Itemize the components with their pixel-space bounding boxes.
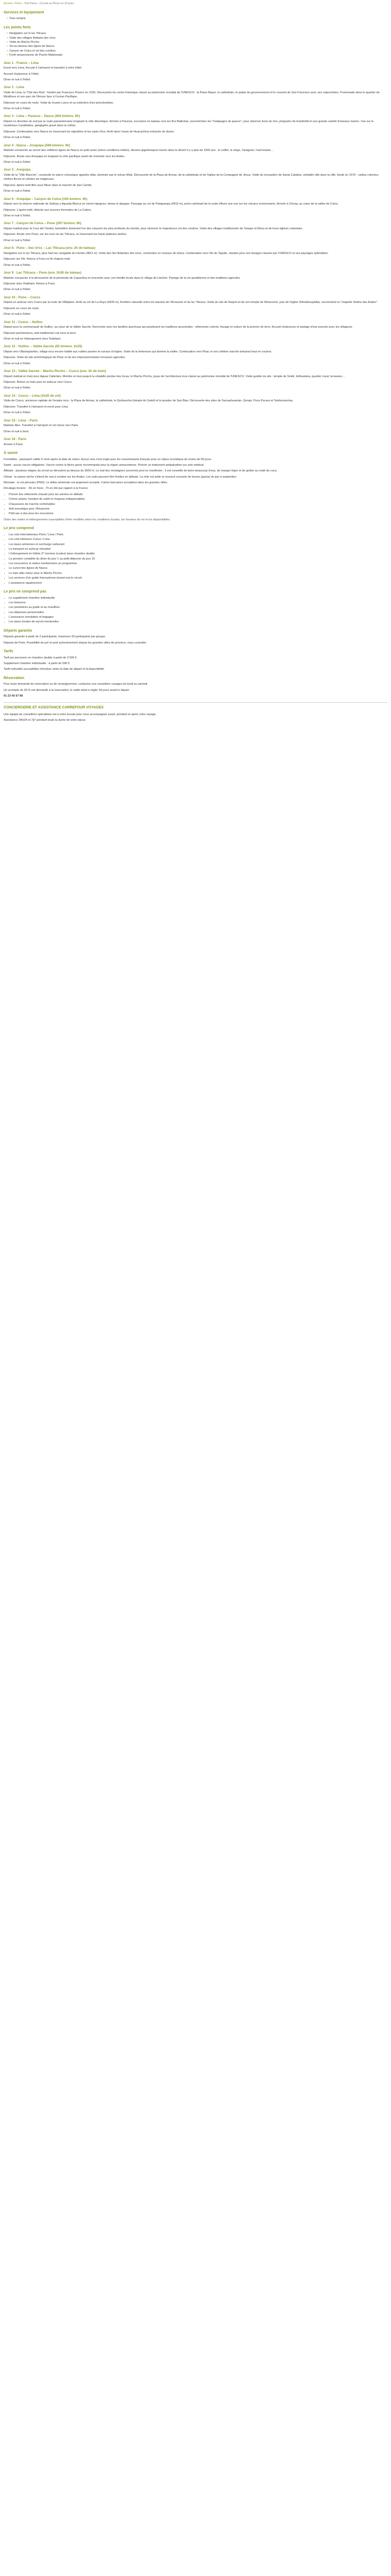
day-text: Dîner et nuit à l'hôtel. (4, 78, 31, 81)
highlight-item: • Navigation sur le lac Titicaca (4, 31, 387, 36)
day-block (4, 85, 387, 111)
day-text: Déjeuner. Route vers Puno, sur les rives du lac Titicaca, en traversant les hauts plateaux andins. (4, 233, 127, 236)
included-full-item: • Le survol des lignes de Nazca (9, 566, 387, 570)
day-block (4, 394, 387, 415)
day-text: Dîner et nuit à l'hôtel. (4, 214, 31, 217)
departure-text: Départs garantis à partir de 2 participants, maximum 20 participants par groupe. (4, 635, 106, 639)
day-title: Jour 7 : Canyon de Colca – Puno (297 km/env. 6h) (4, 222, 82, 226)
included-full-item: • Le train aller-retour pour le Machu Picchu (9, 571, 387, 575)
booking-phone[interactable]: 01 23 45 67 89 (4, 694, 23, 698)
included-full-item: • L'hébergement en hôtels 3* (normes locales) base chambre double (9, 552, 387, 556)
prices-text: Supplément chambre individuelle : à partir de 590 €. (4, 662, 71, 666)
day-text: Dîner et nuit à l'hôtel. (4, 288, 31, 292)
excluded-title: Le prix ne comprend pas (4, 590, 46, 594)
info-bullet: • Petit sac à dos pour les excursions (9, 512, 387, 516)
info-bullet: • Crème solaire, lunettes de soleil et chapeau indispensables (9, 497, 387, 501)
day-text: Dîner et nuit à l'hôtel. (4, 362, 31, 365)
included-list (4, 16, 387, 21)
day-title: Jour 2 : Lima (4, 86, 24, 90)
included-full-item: • L'assistance-rapatriement (9, 581, 387, 585)
day-text: Déjeuner chez l'habitant. Retour à Puno. (4, 282, 56, 285)
included-full-item: • Le transport en autocar climatisé (9, 547, 387, 551)
info-bullet: • Anti-moustique pour l'Amazonie (9, 507, 387, 511)
day-text: Déjeuner. Visite du site archéologique de Pisac et de ses impressionnantes terrasses agricoles. (4, 356, 126, 360)
day-title: Jour 15 : Lima – Paris (4, 418, 38, 422)
info-title: À savoir (4, 451, 18, 455)
day-title: Jour 1 : France – Lima (4, 61, 39, 65)
day-title: Jour 12 : Huilloc – Vallée Sacrée (55 km/env. 1h25) (4, 345, 83, 349)
prices-title: Tarifs (4, 650, 13, 654)
assistance-banner (4, 702, 387, 726)
day-text: Dîner et nuit à bord. (4, 430, 29, 433)
day-text: Dîner et nuit en hébergement chez l'habitant. (4, 337, 61, 341)
day-text: Visite de Cusco, ancienne capitale de l'empire inca : la Plaza de Armas, la cathédrale, le Qorikancha (temple du Soleil) et le quartier de San Blas. Découverte des sites de Sacsayhuamán, Qenqo, Puca Pucara et Tambomachay. (4, 399, 294, 403)
day-block (4, 61, 387, 82)
breadcrumb-country[interactable]: Pérou (14, 2, 22, 5)
day-text: Dîner et nuit à l'hôtel. (4, 239, 31, 242)
excluded-item: • Les taxes locales de survol éventuelles (9, 620, 387, 624)
assistance-title: CONCIERGERIE ET ASSISTANCE CARREFOUR VOYAGES (4, 706, 104, 710)
departure-text: Départs de Paris. Possibilité de pré et post acheminement depuis les grandes villes de province, nous consulter. (4, 641, 147, 645)
day-text: Départ pour la communauté de Huilloc, au cœur de la Vallée Sacrée. Rencontre avec les familles quechuas qui perpétuent les traditions ancestrales : vêtements colorés, tissage et culture de la pomme de terre. Accueil chaleureux et partage d'une journée avec les villageois. (4, 326, 353, 329)
highlight-item: • Canyon de Colca et vol des condors (4, 49, 387, 53)
day-text: Déjeuner. Continuation vers Nazca en traversant les vignobles et les oasis d'Ica. Arrêt dans l'oasis de Huacachina entourée de dunes. (4, 130, 175, 133)
info-bullet: • Chaussures de marche confortables (9, 502, 387, 506)
day-text: Envol vers Lima. Accueil à l'aéroport et transfert à votre hôtel. (4, 66, 83, 70)
day-title: Jour 10 : Puno – Cusco (4, 295, 41, 299)
prices-text: Tarifs indicatifs susceptibles d'évoluer selon la date de départ et la disponibilité. (4, 668, 105, 671)
excluded-item: • L'assurance annulation et bagages (9, 615, 387, 619)
day-block (4, 418, 387, 434)
info-text: Altitude : plusieurs étapes du circuit se déroulent au-dessus de 3500 m. Le mal des montagnes (soroche) peut se manifester ; il est conseillé de boire beaucoup d'eau, de manger léger et de goûter au maté de coca. (4, 469, 278, 473)
day-block (4, 295, 387, 317)
day-text: Départ en autocar vers Cusco par la route de l'Altiplano. Arrêt au col de La Raya (4335 m), frontière naturelle entre les bassins de l'Amazone et du lac Titicaca. Visite du site de Raqchi et de son temple de Wiracocha, puis de l'église d'Andahuaylillas, surnommée la "chapelle Sixtine des Andes". (4, 301, 378, 304)
day-text: Dîner et nuit à l'hôtel. (4, 161, 31, 164)
day-block (4, 270, 387, 292)
day-text: Dîner et nuit à l'hôtel. (4, 263, 31, 267)
day-title: Jour 11 : Cusco – Huilloc (4, 320, 43, 324)
day-title: Jour 8 : Puno – Iles Uros – Lac Titicaca (env. 2h de bateau) (4, 246, 95, 250)
day-text: Visite de Lima, la "Cité des Rois", fondée par Francisco Pizarro en 1535. Découverte du centre historique classé au patrimoine mondial de l'UNESCO : la Plaza Mayor, la cathédrale, le palais du gouvernement et le couvent de San Francisco avec ses catacombes. Promenade dans le quartier de Miraflores et son parc de l'Amour face à l'océan Pacifique. (4, 91, 380, 99)
day-block (4, 114, 387, 140)
highlights-title: Les points forts (4, 25, 31, 29)
highlight-item: • Visite du Machu Picchu (4, 40, 387, 44)
day-title: Jour 13 : Vallée Sacrée – Machu Picchu – Cusco (env. 3h de train) (4, 369, 106, 374)
day-text: Déjeuner. Transfert à l'aéroport et envol pour Lima. (4, 405, 69, 409)
excluded-item: • Les boissons (9, 601, 387, 605)
day-block (4, 221, 387, 243)
day-text: Déjeuner. Après-midi libre pour flâner dans le marché de San Camilo. (4, 183, 92, 187)
day-text: Dîner et nuit à l'hôtel. (4, 411, 31, 415)
day-block (4, 246, 387, 267)
assistance-text: Assistance 24h/24 et 7j/7 pendant toute la durée de votre séjour. (4, 719, 86, 722)
day-block (4, 167, 387, 193)
booking-text: Pour toute demande de réservation ou de renseignement, contactez nos conseillers voyages du lundi au samedi. (4, 683, 148, 686)
day-text: Dîner et nuit à l'hôtel. (4, 313, 31, 316)
day-text: Départ matinal en train pour Aguas Calientes. Montée en bus jusqu'à la citadelle perdue des Incas, le Machu Picchu, joyau de l'architecture inca classé au patrimoine mondial de l'UNESCO. Visite guidée du site : temple du Soleil, Intihuatana, quartier royal, terrasses… (4, 375, 345, 378)
day-title: Jour 3 : Lima – Paracas – Nazca (404 km/env. 8h) (4, 114, 80, 118)
info-text: Monnaie : le sol péruvien (PEN). Le dollar américain est largement accepté. Cartes bancaires acceptées dans les grandes villes. (4, 481, 168, 485)
day-title: Jour 4 : Nazca – Arequipa (569 km/env. 9h) (4, 143, 70, 147)
excluded-list (4, 596, 387, 624)
day-text: Arrivée à Paris. (4, 443, 24, 446)
day-text: Départ vers Ollantaytambo, village inca encore habité aux ruelles pavées et canaux d'origine. Visite de la forteresse qui domine la vallée. Continuation vers Pisac et son célèbre marché artisanal haut en couleur. (4, 350, 272, 353)
included-full-item: • La pension complète du dîner du jour 1 au petit-déjeuner du jour 15 (9, 557, 387, 561)
day-block (4, 197, 387, 218)
info-bullets (4, 493, 387, 516)
day-text: Dîner et nuit à l'hôtel. (4, 136, 31, 140)
day-block (4, 344, 387, 366)
assistance-text: Une équipe de conseillers spécialisés est à votre écoute pour vous accompagner avant, pendant et après votre voyage. (4, 713, 157, 716)
day-text: Matinée libre. Transfert à l'aéroport et vol retour vers Paris. (4, 424, 79, 428)
included-full-item: • Les taxes aériennes et surcharge carburant (9, 543, 387, 547)
info-text: Formalités : passeport valide 6 mois après la date de retour. Aucun visa n'est exigé pour les ressortissants français pour un séjour touristique de moins de 90 jours. (4, 457, 212, 461)
day-text: Matinée consacrée à la découverte de la péninsule de Capachica et rencontre avec une famille locale dans le village de Llachón. Partage de la vie quotidienne et des traditions agricoles. (4, 276, 241, 280)
page (0, 0, 391, 730)
departure-title: Départs garantis (4, 629, 32, 633)
day-text: Déjeuner. Route vers Arequipa en longeant la côte pacifique avant de remonter vers les Andes. (4, 155, 125, 158)
included-full-item: • Les vols intérieurs Cusco / Lima (9, 537, 387, 541)
day-title: Jour 16 : Paris (4, 437, 27, 442)
day-text: Déjeuner. Retour en train puis en autocar vers Cusco. (4, 381, 73, 384)
info-text: Décalage horaire : -6h en hiver, -7h en été par rapport à la France. (4, 487, 89, 490)
day-title: Jour 6 : Arequipa – Canyon de Colca (165 km/env. 4h) (4, 197, 88, 201)
info-text: Climat : la saison sèche s'étend de mai à octobre sur les Andes. Les nuits peuvent être froides en altitude. La côte est aride et souvent couverte de brume (garúa) de juin à septembre. (4, 475, 237, 479)
day-title: Jour 5 : Arequipa (4, 168, 31, 172)
day-text: Déjeuner. L'après-midi, détente aux sources thermales de La Calera. (4, 208, 92, 212)
day-text: Départ matinal pour la Cruz del Cóndor, belvédère dominant l'un des canyons les plus profonds du monde, pour observer le majestueux vol des condors. Visite des villages traditionnels de Yanque et Maca et de leurs églises coloniales. (4, 227, 303, 230)
day-text: Départ vers la réserve nationale de Salinas y Aguada Blanca où vivent vigognes, lamas et alpagas. Passage au col de Patapampa (4910 m), point culminant de la route offrant une vue sur les volcans environnants. Arrivée à Chivay, au cœur de la vallée de Colca. (4, 202, 339, 206)
day-text: Déjeuner pachamanca, plat traditionnel cuit sous la terre. (4, 331, 77, 335)
day-block (4, 369, 387, 391)
day-text: Visite de la "Ville Blanche", construite en pierre volcanique appelée sillar, dominée par le volcan Misti. Découverte de la Plaza de Armas, de la cathédrale et de l'église de la Compagnie de Jésus. Visite du monastère de Santa Catalina, véritable ville dans la ville, fondé en 1579 : ruelles colorées, cloîtres fleuris et cellules de religieuses. (4, 174, 379, 181)
highlight-item: • Vol au-dessus des lignes de Nazca (4, 44, 387, 48)
included-item: • Tout compris (4, 16, 387, 21)
day-text: Départ en direction du sud par la route panaméricaine longeant la côte désertique. Arrivée à Paracas, excursion en bateau vers les îles Ballestas, surnommées les "Galápagos du pauvre", pour observer lions de mer, pingouins de Humboldt et une grande variété d'oiseaux marins. Vue sur le mystérieux Candélabre, géoglyphe gravé dans la colline. (4, 120, 374, 128)
day-text: Déjeuner sur l'île. Retour à Puno en fin d'après-midi. (4, 258, 71, 261)
day-text: Déjeuner en cours de route. Visite du musée Larco et sa collection d'art précolombien. (4, 101, 114, 105)
breadcrumb-current: Tout Pérou - Circuits au Pérou en 20 jours (24, 2, 74, 5)
itinerary (4, 61, 387, 447)
excluded-item: • Le supplément chambre individuelle (9, 596, 387, 600)
day-text: Accueil chaleureux à l'hôtel. (4, 72, 40, 76)
included-full-item: • Les excursions et visites mentionnées au programme (9, 562, 387, 566)
day-text: Dîner et nuit à l'hôtel. (4, 107, 31, 111)
highlight-item: • Visite des villages flottants des Uros (4, 36, 387, 40)
day-text: Déjeuner en cours de route. (4, 307, 40, 310)
booking-title: Réservation (4, 676, 25, 680)
highlights-list (4, 31, 387, 57)
breadcrumb: Accueil › Pérou › Tout Pérou - Circuits au Pérou en 20 jours (4, 2, 74, 5)
excluded-item: • Les dépenses personnelles (9, 611, 387, 615)
included-title: Services et équipement (4, 10, 44, 14)
breadcrumb-home[interactable]: Accueil (4, 2, 12, 5)
day-title: Jour 14 : Cusco – Lima (1h20 de vol) (4, 394, 61, 398)
highlight-item: • Forêt amazonienne de Puerto Maldonado (4, 53, 387, 57)
day-text: Matinée consacrée au survol des célèbres lignes de Nazca en petit avion (selon conditions météo), dessins gigantesques tracés dans le désert il y a plus de 1500 ans : le colibri, le singe, l'araignée, l'astronaute… (4, 149, 274, 152)
day-text: Navigation sur le lac Titicaca, plus haut lac navigable du monde (3812 m). Visite des îles flottantes des Uros, construites en roseaux de totora. Continuation vers l'île de Taquile, réputée pour ses tissages classés par l'UNESCO et ses paysages splendides. (4, 251, 329, 255)
info-bullet: • Prévoir des vêtements chauds pour les soirées en altitude (9, 493, 387, 497)
day-block (4, 320, 387, 342)
booking-text: Un acompte de 30 % est demandé à la réservation, le solde étant à régler 30 jours avant le départ. (4, 688, 130, 692)
prices-text: Tarif par personne en chambre double à partir de 3 590 €. (4, 656, 78, 659)
excluded-item: • Les pourboires au guide et au chauffeur (9, 605, 387, 609)
day-text: Dîner et nuit à l'hôtel. (4, 190, 31, 193)
info-note: Ordre des visites et hébergements susceptibles d'être modifiés selon les conditions locales, les horaires de vol et les disponibilités. (4, 518, 171, 521)
included-full-title: Le prix comprend (4, 527, 34, 531)
day-block (4, 437, 387, 447)
included-full-item: • Les vols internationaux Paris / Lima / Paris (9, 533, 387, 537)
day-title: Jour 9 : Lac Titicaca – Puno (env. 2h30 de bateau) (4, 270, 82, 275)
info-text: Santé : aucun vaccin obligatoire. Vaccin contre la fièvre jaune recommandé pour la région amazonienne. Prévoir un traitement antipaludéen sur avis médical. (4, 463, 205, 467)
day-text: Dîner et nuit à l'hôtel. (4, 386, 31, 390)
day-block (4, 143, 387, 165)
included-full-item: • Les services d'un guide francophone durant tout le circuit (9, 576, 387, 580)
included-full-list (4, 533, 387, 585)
